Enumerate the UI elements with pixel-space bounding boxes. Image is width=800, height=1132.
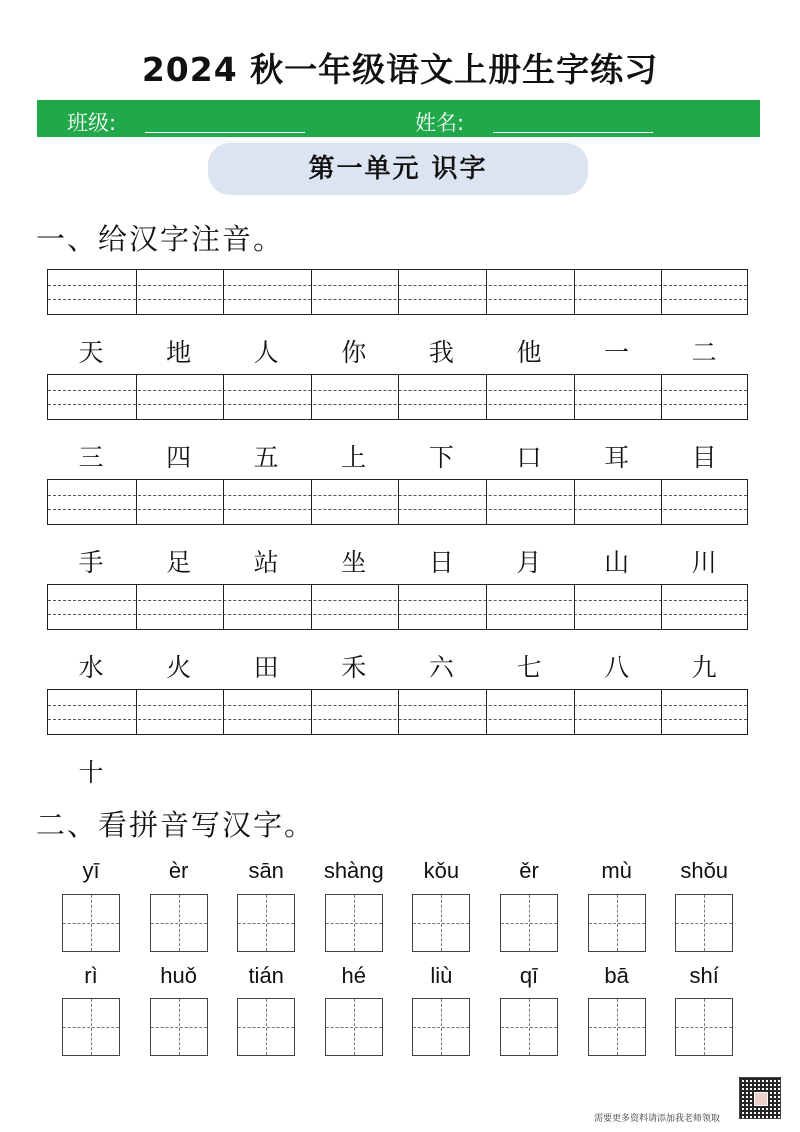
hanzi-character: 耳 [604, 443, 630, 472]
hanzi-character: 足 [166, 548, 192, 577]
hanzi-character: 坐 [341, 548, 367, 577]
hanzi-character: 我 [428, 338, 454, 367]
class-field [67, 107, 116, 137]
cell-divider [398, 270, 399, 314]
cell-divider [486, 375, 487, 419]
box-vertical-guide [354, 895, 355, 951]
hanzi-character: 下 [428, 443, 454, 472]
pinyin-label: èr [168, 858, 189, 883]
student-info-bar [37, 100, 760, 137]
pinyin-label: huǒ [160, 963, 197, 988]
box-vertical-guide [704, 895, 705, 951]
hanzi-character: 山 [604, 548, 630, 577]
cell-divider [574, 270, 575, 314]
hanzi-character: 火 [166, 653, 192, 682]
pinyin-label: liù [430, 963, 453, 988]
hanzi-character: 他 [516, 338, 542, 367]
pinyin-label: shàng [323, 858, 384, 883]
tianzige-writing-box[interactable] [325, 998, 383, 1056]
name-field [415, 107, 464, 137]
box-vertical-guide [617, 999, 618, 1055]
hanzi-character: 六 [428, 653, 454, 682]
hanzi-character: 五 [253, 443, 279, 472]
tianzige-writing-box[interactable] [412, 894, 470, 952]
box-vertical-guide [266, 999, 267, 1055]
tianzige-writing-box[interactable] [675, 894, 733, 952]
box-vertical-guide [441, 895, 442, 951]
pinyin-writing-row[interactable] [47, 689, 748, 735]
pinyin-label: kǒu [423, 858, 460, 883]
tianzige-writing-box[interactable] [62, 894, 120, 952]
unit-title: 第一单元 识字 [208, 143, 588, 195]
cell-divider [311, 585, 312, 629]
cell-divider [574, 585, 575, 629]
cell-divider [311, 375, 312, 419]
box-vertical-guide [704, 999, 705, 1055]
tianzige-writing-box[interactable] [675, 998, 733, 1056]
hanzi-character: 八 [604, 653, 630, 682]
cell-divider [486, 480, 487, 524]
pinyin-label: tián [248, 963, 284, 988]
pinyin-writing-row[interactable] [47, 374, 748, 420]
hanzi-character: 七 [516, 653, 542, 682]
section1-title: 一、给汉字注音。 [36, 222, 285, 256]
box-vertical-guide [91, 999, 92, 1055]
tianzige-writing-box[interactable] [588, 998, 646, 1056]
tianzige-writing-box[interactable] [500, 894, 558, 952]
hanzi-character: 二 [691, 338, 717, 367]
cell-divider [661, 690, 662, 734]
cell-divider [311, 690, 312, 734]
cell-divider [311, 480, 312, 524]
tianzige-writing-box[interactable] [412, 998, 470, 1056]
pinyin-writing-row[interactable] [47, 584, 748, 630]
hanzi-character: 目 [691, 443, 717, 472]
box-vertical-guide [179, 999, 180, 1055]
hanzi-character: 人 [253, 338, 279, 367]
cell-divider [136, 480, 137, 524]
cell-divider [574, 480, 575, 524]
cell-divider [574, 690, 575, 734]
tianzige-writing-box[interactable] [62, 998, 120, 1056]
pinyin-label: qī [519, 963, 539, 988]
cell-divider [398, 375, 399, 419]
name-blank-line[interactable] [493, 132, 653, 133]
cell-divider [136, 585, 137, 629]
cell-divider [661, 480, 662, 524]
cell-divider [486, 270, 487, 314]
tianzige-writing-box[interactable] [237, 894, 295, 952]
pinyin-label: ěr [519, 858, 539, 883]
hanzi-character: 站 [253, 548, 279, 577]
tianzige-writing-box[interactable] [325, 894, 383, 952]
tianzige-writing-box[interactable] [150, 894, 208, 952]
hanzi-character: 地 [166, 338, 192, 367]
hanzi-character: 十 [78, 758, 104, 787]
pinyin-label: shǒu [680, 858, 729, 883]
cell-divider [136, 270, 137, 314]
box-vertical-guide [91, 895, 92, 951]
class-blank-line[interactable] [145, 132, 305, 133]
pinyin-label: yī [82, 858, 100, 883]
cell-divider [223, 480, 224, 524]
cell-divider [486, 585, 487, 629]
box-vertical-guide [354, 999, 355, 1055]
hanzi-character: 田 [253, 653, 279, 682]
cell-divider [398, 690, 399, 734]
cell-divider [223, 585, 224, 629]
hanzi-character: 禾 [341, 653, 367, 682]
name-label: 姓名: [415, 111, 465, 135]
hanzi-character: 川 [691, 548, 717, 577]
hanzi-character: 天 [78, 338, 104, 367]
hanzi-character: 四 [166, 443, 192, 472]
box-vertical-guide [617, 895, 618, 951]
pinyin-writing-row[interactable] [47, 479, 748, 525]
tianzige-writing-box[interactable] [588, 894, 646, 952]
cell-divider [661, 375, 662, 419]
box-vertical-guide [266, 895, 267, 951]
cell-divider [398, 585, 399, 629]
hanzi-character: 你 [341, 338, 367, 367]
tianzige-writing-box[interactable] [237, 998, 295, 1056]
cell-divider [574, 375, 575, 419]
hanzi-character: 月 [516, 548, 542, 577]
cell-divider [661, 585, 662, 629]
pinyin-label: rì [84, 963, 98, 988]
pinyin-label: mù [601, 858, 632, 883]
section2-title: 二、看拼音写汉字。 [36, 808, 316, 842]
box-vertical-guide [529, 895, 530, 951]
box-vertical-guide [179, 895, 180, 951]
hanzi-character: 日 [428, 548, 454, 577]
cell-divider [136, 375, 137, 419]
cell-divider [398, 480, 399, 524]
cell-divider [223, 690, 224, 734]
footer-note: 需要更多资料请添加我老师领取 [594, 1114, 721, 1124]
cell-divider [311, 270, 312, 314]
hanzi-character: 一 [604, 338, 630, 367]
pinyin-label: shí [689, 963, 719, 988]
hanzi-character: 九 [691, 653, 717, 682]
class-label: 班级: [67, 111, 117, 135]
box-vertical-guide [529, 999, 530, 1055]
hanzi-character: 水 [78, 653, 104, 682]
hanzi-character: 口 [516, 443, 542, 472]
box-vertical-guide [441, 999, 442, 1055]
qr-avatar-icon [754, 1092, 768, 1106]
hanzi-character: 手 [78, 548, 104, 577]
hanzi-character: 三 [78, 443, 104, 472]
pinyin-label: sān [248, 858, 284, 883]
pinyin-writing-row[interactable] [47, 269, 748, 315]
hanzi-character: 上 [341, 443, 367, 472]
tianzige-writing-box[interactable] [150, 998, 208, 1056]
pinyin-label: bā [604, 963, 629, 988]
cell-divider [661, 270, 662, 314]
cell-divider [486, 690, 487, 734]
cell-divider [223, 375, 224, 419]
tianzige-writing-box[interactable] [500, 998, 558, 1056]
pinyin-label: hé [341, 963, 367, 988]
worksheet-title: 2024 秋一年级语文上册生字练习 [141, 50, 659, 89]
cell-divider [223, 270, 224, 314]
cell-divider [136, 690, 137, 734]
